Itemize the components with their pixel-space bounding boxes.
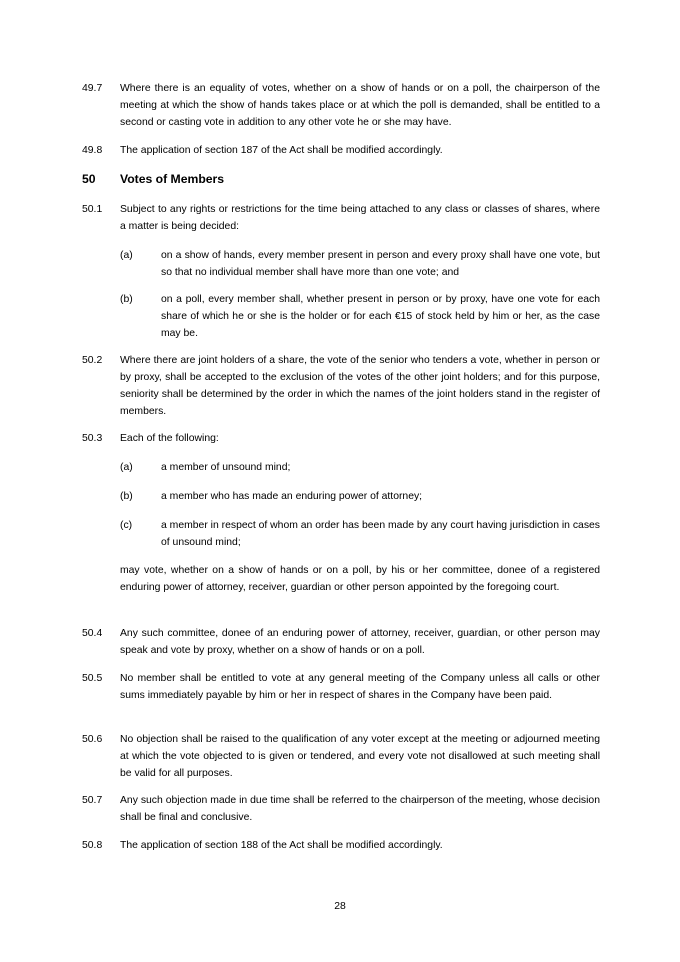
clause-number: 50.2 (82, 355, 103, 366)
item-letter: (a) (120, 250, 133, 261)
clause-50-5 (82, 670, 600, 704)
page-number: 28 (334, 901, 346, 912)
clause-text: Any such committee, donee of an enduring power of attorney, receiver, guardian, or other person may speak and vote by proxy, whether on a show of hands or on a poll. (120, 628, 600, 656)
clause-number: 49.8 (82, 145, 103, 156)
clause-text: Any such objection made in due time shall be referred to the chairperson of the meeting, whose decision shall be final and conclusive. (120, 795, 600, 823)
clause-50-4 (82, 625, 600, 659)
clause-50-8 (82, 837, 600, 854)
clause-49-7 (82, 80, 600, 131)
clause-text: The application of section 188 of the Act shall be modified accordingly. (120, 840, 443, 851)
clause-text: Where there are joint holders of a share, the vote of the senior who tenders a vote, whether in person or by proxy, shall be accepted to the exclusion of the votes of the other joint holders; and for this purpose, seniority shall be determined by the order in which the names of the joint holders stand in the register of members. (120, 355, 600, 417)
clause-text: No member shall be entitled to vote at any general meeting of the Company unless all calls or other sums immediately payable by him or her in respect of shares in the Company have been paid. (120, 673, 600, 701)
item-letter: (b) (120, 491, 133, 502)
clause-text: Each of the following: (120, 433, 219, 444)
clause-50-1-a (120, 247, 600, 281)
clause-number: 50.7 (82, 795, 103, 806)
clause-50-3-a (120, 459, 600, 476)
clause-50-3-tail: may vote, whether on a show of hands or on a poll, by his or her committee, donee of a registered enduring power of attorney, receiver, guardian or other person appointed by the foregoing court. (120, 565, 600, 593)
item-letter: (c) (120, 520, 133, 531)
section-heading-50 (82, 171, 224, 188)
clause-50-3-c (120, 517, 600, 551)
clause-50-7 (82, 792, 600, 826)
clause-number: 50.6 (82, 734, 103, 745)
clause-text: No objection shall be raised to the qualification of any voter except at the meeting or adjourned meeting at which the vote objected to is given or tendered, and every vote not disallowed at such meeting shall be valid for all purposes. (120, 734, 600, 779)
clause-number: 50.4 (82, 628, 103, 639)
clause-50-3-b (120, 488, 600, 505)
clause-50-2 (82, 352, 600, 420)
section-number: 50 (82, 172, 96, 186)
item-letter: (a) (120, 462, 133, 473)
clause-number: 50.3 (82, 433, 103, 444)
item-letter: (b) (120, 294, 133, 305)
clause-number: 49.7 (82, 83, 103, 94)
clause-50-1-b (120, 291, 600, 342)
item-text: a member of unsound mind; (161, 462, 291, 473)
item-text: on a show of hands, every member present in person and every proxy shall have one vote, but so that no individual member shall have more than one vote; and (161, 250, 600, 278)
clause-50-3 (82, 430, 600, 447)
clause-text: Where there is an equality of votes, whether on a show of hands or on a poll, the chairperson of the meeting at which the show of hands takes place or at which the poll is demanded, shall be entitled to a second or casting vote in addition to any other vote he or she may have. (120, 83, 600, 128)
clause-text: Subject to any rights or restrictions for the time being attached to any class or classes of shares, where a matter is being decided: (120, 204, 600, 232)
clause-number: 50.8 (82, 840, 103, 851)
item-text: a member who has made an enduring power of attorney; (161, 491, 423, 502)
clause-number: 50.5 (82, 673, 103, 684)
clause-50-1 (82, 201, 600, 235)
item-text: a member in respect of whom an order has been made by any court having jurisdiction in cases of unsound mind; (161, 520, 600, 548)
item-text: on a poll, every member shall, whether present in person or by proxy, have one vote for each share of which he or she is the holder or for each €15 of stock held by him or her, as the case may be. (161, 294, 600, 339)
clause-number: 50.1 (82, 204, 103, 215)
clause-text: The application of section 187 of the Act shall be modified accordingly. (120, 145, 443, 156)
section-title: Votes of Members (120, 172, 225, 186)
clause-49-8 (82, 142, 600, 159)
clause-50-6 (82, 731, 600, 782)
